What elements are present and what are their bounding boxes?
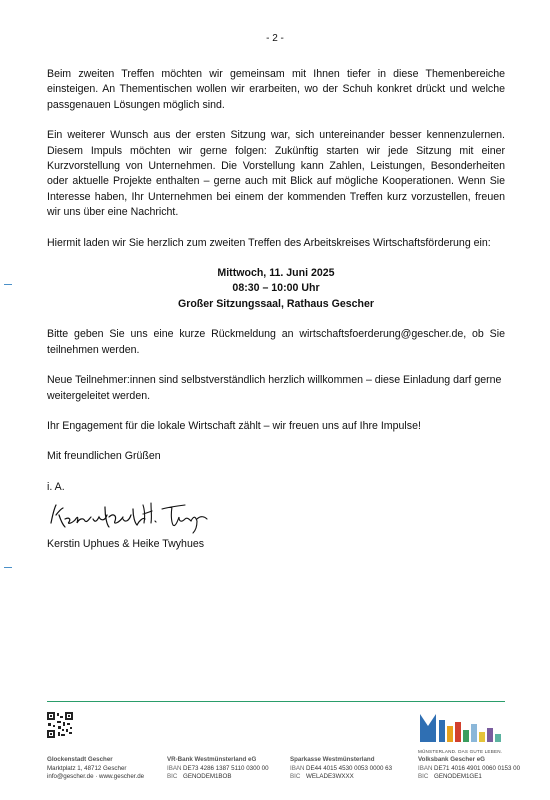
logo-bar	[487, 728, 493, 742]
bic-label: BIC	[290, 773, 301, 781]
bic-value: GENODEM1GE1	[434, 773, 482, 781]
letter-body	[47, 67, 505, 568]
logo-tagline: MÜNSTERLAND. DAS GUTE LEBEN.	[418, 749, 503, 754]
iban-label: IBAN	[290, 764, 305, 772]
paragraph-rsvp: Bitte geben Sie uns eine kurze Rückmeldung an wirtschaftsfoerderung@gescher.de, ob Sie teilnehmen werden.	[47, 328, 505, 356]
event-details	[47, 266, 505, 312]
footer-divider	[47, 701, 505, 702]
footer-col-volksbank	[418, 756, 520, 782]
paragraph-welcome: Neue Teilnehmer:innen sind selbstverständlich herzlich willkommen – diese Einladung darf gerne weitergeleitet werden.	[47, 374, 502, 402]
footer-col-vr-bank	[167, 756, 269, 782]
logo-bar	[479, 732, 485, 742]
bic-value: WELADE3WXXX	[306, 773, 354, 781]
footer-col-sparkasse	[290, 756, 392, 782]
signatory-names: Kerstin Uphues & Heike Twyhues	[47, 538, 205, 551]
fold-mark-top	[4, 284, 12, 285]
qr-code-icon	[47, 712, 73, 738]
logo-bar	[455, 722, 461, 742]
iban-label: IBAN	[418, 764, 433, 772]
event-location: Großer Sitzungssaal, Rathaus Gescher	[177, 297, 375, 310]
iban-value: DE73 4286 1387 5110 0300 00	[183, 764, 269, 772]
event-date: Mittwoch, 11. Juni 2025	[217, 267, 335, 280]
paragraph-intro: Beim zweiten Treffen möchten wir gemeinsam mit Ihnen tiefer in diese Themenbereiche einsteigen. An Thementischen wollen wir erarbeiten, wo der Schuh konkret drückt und welche passgenauen Lösungen möglich sind.	[47, 68, 505, 111]
logo-bar	[471, 724, 477, 742]
iban-value: DE71 4016 4901 0060 0153 00	[434, 764, 521, 772]
footer-bank-title: Volksbank Gescher eG	[418, 756, 485, 763]
logo-bar	[447, 726, 453, 742]
bic-label: BIC	[167, 773, 178, 781]
closing-greeting: Mit freundlichen Grüßen	[47, 450, 161, 463]
on-behalf-label: i. A.	[47, 480, 65, 493]
iban-value: DE44 4015 4530 0053 0000 63	[306, 764, 393, 772]
handwritten-signatures	[47, 497, 247, 535]
footer-address-line: Marktplatz 1, 48712 Gescher	[47, 764, 127, 772]
paragraph-invitation: Hiermit laden wir Sie herzlich zum zweiten Treffen des Arbeitskreises Wirtschaftsförderung ein:	[47, 236, 491, 249]
bic-value: GENODEM1BOB	[183, 773, 232, 781]
paragraph-introductions: Ein weiterer Wunsch aus der ersten Sitzung war, sich untereinander besser kennenzulernen. Diesem Impuls möchten wir gerne folgen: Zukünftig starten wir jede Sitzung mit einer Kurzvorstellung von Unternehmen. Die Vorstellung kann Zahlen, Leistungen, Besonderheiten oder aktuelle Projekte enthalten – gerne auch mit Blick auf mögliche Kooperationen. Wenn Sie Interesse haben, Ihr Unternehmen bei einem der kommenden Treffen kurz vorzustellen, freuen wir uns über eine Nachricht.	[47, 129, 505, 219]
page-number: - 2 -	[266, 33, 284, 44]
fold-mark-bottom	[4, 567, 12, 568]
footer-contact-line: info@gescher.de · www.gescher.de	[47, 773, 145, 781]
muensterland-logo-graphic	[418, 712, 508, 742]
signature-image	[47, 497, 505, 535]
logo-bar	[463, 730, 469, 742]
footer-bank-title: VR-Bank Westmünsterland eG	[167, 756, 257, 763]
event-time: 08:30 – 10:00 Uhr	[232, 282, 320, 295]
footer-col-address	[47, 756, 144, 782]
footer-bank-title: Sparkasse Westmünsterland	[290, 756, 375, 763]
paragraph-engagement: Ihr Engagement für die lokale Wirtschaft zählt – wir freuen uns auf Ihre Impulse!	[47, 419, 421, 432]
footer-address-title: Glockenstadt Gescher	[47, 756, 113, 763]
iban-label: IBAN	[167, 764, 182, 772]
muensterland-logo	[418, 712, 508, 752]
bic-label: BIC	[418, 773, 429, 781]
logo-bar	[439, 720, 445, 742]
logo-bar	[495, 734, 501, 742]
